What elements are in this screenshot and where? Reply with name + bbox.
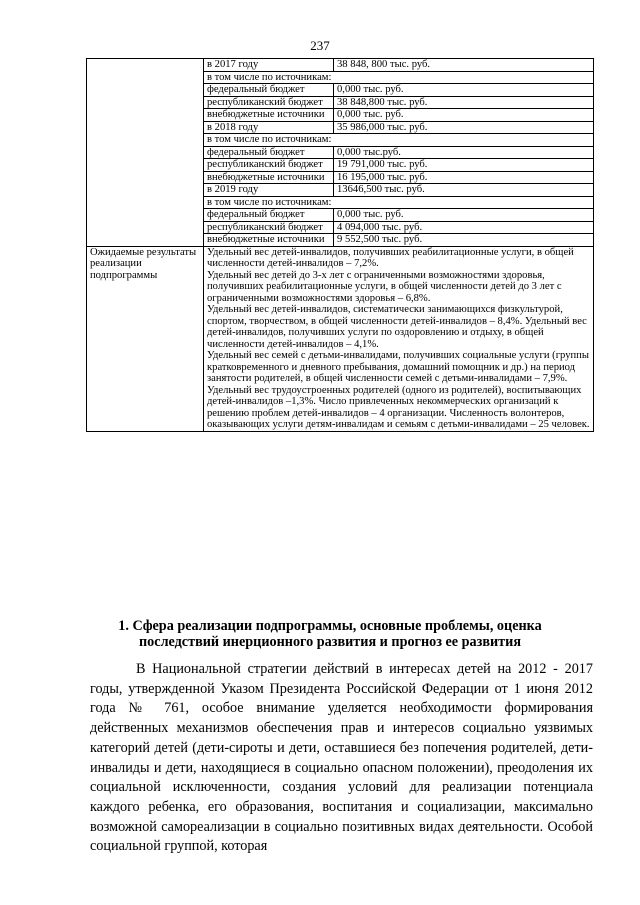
funding-sources-header: в том числе по источникам:	[204, 134, 594, 147]
empty-label-cell	[87, 59, 204, 247]
funding-label: федеральный бюджет	[204, 209, 334, 222]
funding-value: 38 848, 800 тыс. руб.	[334, 59, 594, 72]
funding-value: 13646,500 тыс. руб.	[334, 184, 594, 197]
funding-value: 19 791,000 тыс. руб.	[334, 159, 594, 172]
results-paragraph: Удельный вес детей до 3-х лет с ограниченными возможностями здоровья, получивших реабилитационные услуги, в общей численности детей до 3 лет с ограниченными возможностями здоровья – 6,8%.	[207, 269, 562, 304]
funding-label: федеральный бюджет	[204, 146, 334, 159]
funding-label: республиканский бюджет	[204, 159, 334, 172]
page-number: 237	[310, 38, 330, 53]
funding-row	[87, 59, 594, 72]
results-paragraph: Удельный вес семей с детьми-инвалидами, получивших социальные услуги (группы кратковременного и дневного пребывания, домашний помощник и др.) на период занятости родителей, в общей численности семей с детьми-инвалидами – 7,9%. Удельный вес трудоустроенных родителей (одного из родителей), воспитывающих детей-инвалидов –1,3%. Число привлеченных некоммерческих организаций к решению проблем детей-инвалидов – 4 организации. Численность волонтеров, оказывающих услуги детям-инвалидам и семьям с детьми-инвалидами – 25 человек.	[207, 350, 590, 430]
results-row	[87, 246, 594, 431]
funding-sources-header: в том числе по источникам:	[204, 71, 594, 84]
funding-value: 16 195,000 тыс. руб.	[334, 171, 594, 184]
funding-label: республиканский бюджет	[204, 221, 334, 234]
funding-value: 38 848,800 тыс. руб.	[334, 96, 594, 109]
results-content	[204, 246, 594, 431]
funding-value: 0,000 тыс. руб.	[334, 109, 594, 122]
funding-label: республиканский бюджет	[204, 96, 334, 109]
funding-label: внебюджетные источники	[204, 171, 334, 184]
results-paragraph: Удельный вес детей-инвалидов, получивших реабилитационные услуги, в общей численности детей-инвалидов – 7,2%.	[207, 246, 574, 269]
funding-sources-header: в том числе по источникам:	[204, 196, 594, 209]
funding-label: в 2018 году	[204, 121, 334, 134]
funding-label: внебюджетные источники	[204, 234, 334, 247]
funding-value: 35 986,000 тыс. руб.	[334, 121, 594, 134]
results-label: Ожидаемые результаты реализации подпрограммы	[87, 246, 204, 431]
funding-label: в 2017 году	[204, 59, 334, 72]
funding-label: внебюджетные источники	[204, 109, 334, 122]
results-paragraph: Удельный вес детей-инвалидов, систематически занимающихся физкультурой, спортом, творчеством, в общей численности детей-инвалидов – 8,4%. Удельный вес детей-инвалидов, получивших услуги по оздоровлению и отдыху, в общей численности детей-инвалидов – 4,1%.	[207, 304, 587, 350]
funding-value: 0,000 тыс.руб.	[334, 146, 594, 159]
funding-label: федеральный бюджет	[204, 84, 334, 97]
body-paragraph	[90, 660, 593, 857]
passport-table	[86, 58, 594, 432]
funding-value: 0,000 тыс. руб.	[334, 84, 594, 97]
funding-value: 9 552,500 тыс. руб.	[334, 234, 594, 247]
body-paragraph-text: В Национальной стратегии действий в интересах детей на 2012 - 2017 годы, утвержденной Указом Президента Российской Федерации от 1 июня 2012 года № 761, особое внимание уделяется необходимости формирования действенных механизмов обеспечения прав и интересов социально уязвимых категорий детей (дети-сироты и дети, оставшиеся без попечения родителей, дети-инвалиды и дети, находящиеся в социально опасном положении), преодоления их социальной исключенности, создания условий для реализации потенциала каждого ребенка, его образования, воспитания и социализации, максимально возможной самореализации в социально позитивных видах деятельности. Особой социальной группой, которая	[90, 661, 593, 855]
section-heading: 1. Сфера реализации подпрограммы, основные проблемы, оценка последствий инерционного развития и прогноз ее развития	[118, 618, 542, 650]
funding-label: в 2019 году	[204, 184, 334, 197]
funding-value: 4 094,000 тыс. руб.	[334, 221, 594, 234]
funding-value: 0,000 тыс. руб.	[334, 209, 594, 222]
